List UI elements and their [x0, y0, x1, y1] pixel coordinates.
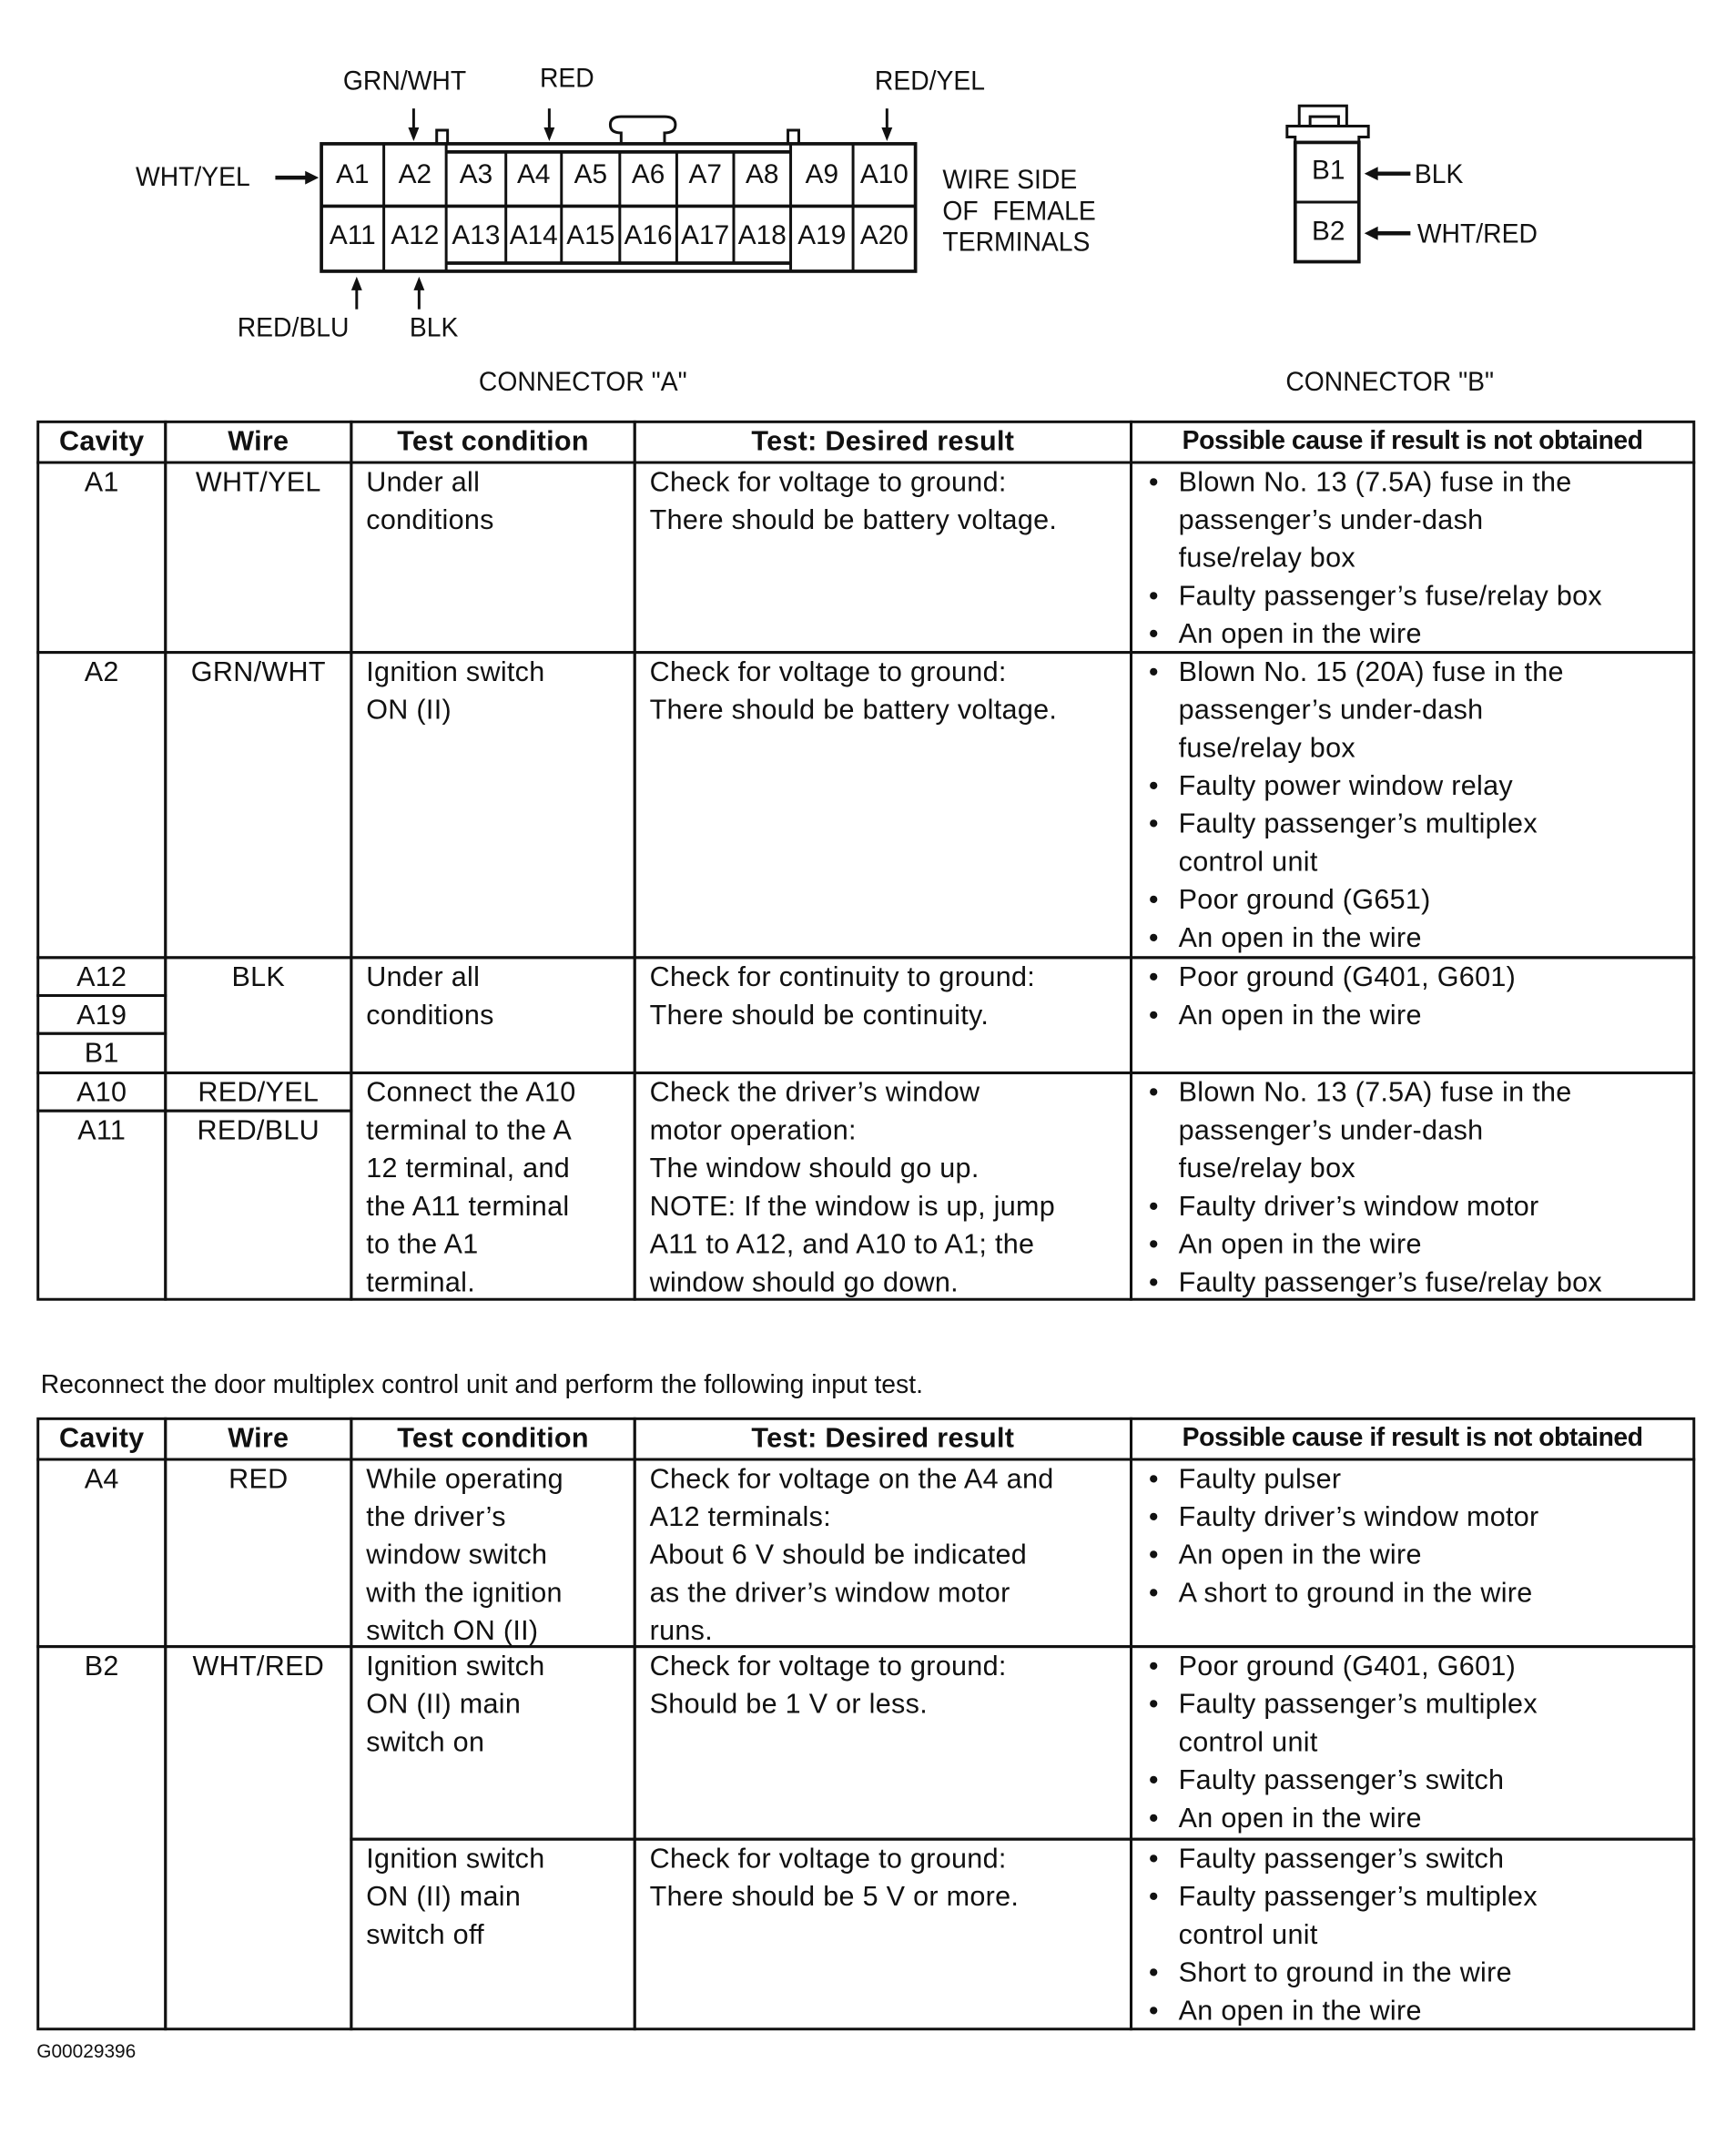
cell-condition: While operating the driver’s window switch with the ignition switch ON (II) [350, 1458, 635, 1649]
cell-causes [1130, 462, 1695, 655]
terminal-a3: A3 [459, 159, 493, 190]
cause-item: • An open in the wire [1149, 920, 1692, 958]
cell-cavity: A11 [36, 1110, 167, 1301]
terminal-a5: A5 [574, 159, 608, 190]
terminal-a14: A14 [509, 220, 558, 251]
cell-wire: GRN/WHT [164, 651, 352, 959]
cause-list [1132, 654, 1692, 958]
terminal-a2: A2 [398, 159, 432, 190]
terminal-a15: A15 [566, 220, 615, 251]
cause-list [1132, 1648, 1692, 1838]
header-possible-cause: Possible cause if result is not obtained [1130, 421, 1695, 464]
wire-side-note: WIRE SIDE OF FEMALE TERMINALS [942, 165, 1096, 259]
terminal-a6: A6 [631, 159, 665, 190]
cell-condition: Under all conditions [350, 956, 635, 1074]
cell-cavity: A19 [36, 994, 167, 1035]
wire-label-grn-wht: GRN/WHT [342, 66, 467, 97]
cell-causes [1130, 1072, 1695, 1301]
cell-causes [1130, 1838, 1695, 2031]
cell-causes [1130, 1458, 1695, 1649]
cell-cavity: A4 [36, 1458, 167, 1649]
cause-item: • Poor ground (G401, G601) [1149, 959, 1692, 997]
terminal-a19: A19 [797, 220, 847, 251]
terminal-a18: A18 [737, 220, 787, 251]
cause-item: • Poor ground (G401, G601) [1149, 1648, 1692, 1686]
terminal-b1: B1 [1312, 156, 1345, 187]
header-wire: Wire [164, 1418, 352, 1461]
cell-result: Check for voltage on the A4 and A12 terminals: About 6 V should be indicated as the driver’s window motor runs. [634, 1458, 1132, 1649]
cell-cavity: B1 [36, 1032, 167, 1074]
cause-item: • Blown No. 13 (7.5A) fuse in the passenger’s under-dash fuse/relay box [1149, 1074, 1692, 1188]
cause-item: • An open in the wire [1149, 997, 1692, 1035]
cell-result: Check for voltage to ground: There should be battery voltage. [634, 462, 1132, 655]
terminal-a11: A11 [329, 220, 376, 251]
cause-item: • Faulty driver’s window motor [1149, 1188, 1692, 1226]
terminal-a8: A8 [746, 159, 779, 190]
header-test-condition: Test condition [350, 1418, 635, 1461]
terminal-a7: A7 [688, 159, 722, 190]
cell-result: Check for continuity to ground: There should be continuity. [634, 956, 1132, 1074]
cause-item: • A short to ground in the wire [1149, 1575, 1692, 1613]
cause-list [1132, 959, 1692, 1034]
cause-list [1132, 1461, 1692, 1613]
cell-wire: RED [164, 1458, 352, 1649]
terminal-a10: A10 [859, 159, 909, 190]
cause-item: • Faulty power window relay [1149, 767, 1692, 806]
terminal-a17: A17 [681, 220, 730, 251]
cell-result: Check the driver’s window motor operation: The window should go up. NOTE: If the window is up, jump A11 to A12, and A10 to A1; the window should go down. [634, 1072, 1132, 1301]
cause-list [1132, 464, 1692, 655]
cell-cavity: B2 [36, 1645, 167, 2030]
cell-wire: BLK [164, 956, 352, 1074]
terminal-a13: A13 [452, 220, 501, 251]
wire-label-red: RED [539, 64, 594, 94]
terminal-a12: A12 [391, 220, 440, 251]
cause-list [1132, 1841, 1692, 2031]
wire-label-b2-wht-red: WHT/RED [1416, 219, 1538, 250]
cause-item: • Faulty passenger’s multiplex control unit [1149, 1878, 1692, 1954]
cause-item: • An open in the wire [1149, 1993, 1692, 2031]
cell-condition: Under all conditions [350, 462, 635, 655]
cell-condition: Ignition switch ON (II) [350, 651, 635, 959]
cell-causes [1130, 651, 1695, 959]
header-test-condition: Test condition [350, 421, 635, 464]
connector-a-title: CONNECTOR "A" [478, 367, 687, 398]
cause-item: • Faulty passenger’s multiplex control unit [1149, 806, 1692, 881]
terminal-a4: A4 [517, 159, 551, 190]
cell-condition: Connect the A10 terminal to the A 12 terminal, and the A11 terminal to the A1 terminal. [350, 1072, 635, 1301]
cause-item: • An open in the wire [1149, 1537, 1692, 1575]
cell-result: Check for voltage to ground: Should be 1 V or less. [634, 1645, 1132, 1841]
cause-item: • An open in the wire [1149, 615, 1692, 654]
cell-cavity: A10 [36, 1072, 167, 1113]
header-desired-result: Test: Desired result [634, 421, 1132, 464]
cause-item: • Faulty passenger’s fuse/relay box [1149, 578, 1692, 616]
cell-result: Check for voltage to ground: There should be battery voltage. [634, 651, 1132, 959]
header-cavity: Cavity [36, 421, 167, 464]
cause-item: • Faulty passenger’s switch [1149, 1841, 1692, 1879]
terminal-a16: A16 [624, 220, 673, 251]
cell-causes [1130, 956, 1695, 1074]
cell-result: Check for voltage to ground: There should be 5 V or more. [634, 1838, 1132, 2031]
header-possible-cause: Possible cause if result is not obtained [1130, 1418, 1695, 1461]
terminal-a9: A9 [805, 159, 839, 190]
cell-cavity: A12 [36, 956, 167, 997]
cell-wire: WHT/YEL [164, 462, 352, 655]
terminal-a1: A1 [336, 159, 370, 190]
wire-label-red-blu: RED/BLU [237, 313, 350, 343]
cell-condition: Ignition switch ON (II) main switch off [350, 1838, 635, 2031]
terminal-a20: A20 [859, 220, 909, 251]
cell-cavity: A2 [36, 651, 167, 959]
header-desired-result: Test: Desired result [634, 1418, 1132, 1461]
cause-item: • An open in the wire [1149, 1226, 1692, 1265]
cause-item: • Short to ground in the wire [1149, 1955, 1692, 1993]
cause-item: • Faulty passenger’s switch [1149, 1762, 1692, 1800]
header-cavity: Cavity [36, 1418, 167, 1461]
connector-b-title: CONNECTOR "B" [1285, 367, 1495, 398]
cause-item: • Faulty passenger’s multiplex control unit [1149, 1686, 1692, 1762]
cause-item: • Poor ground (G651) [1149, 881, 1692, 920]
cause-item: • Faulty pulser [1149, 1461, 1692, 1499]
terminal-b2: B2 [1312, 217, 1345, 248]
wire-label-b1-blk: BLK [1414, 159, 1464, 190]
cause-item: • An open in the wire [1149, 1800, 1692, 1838]
cell-wire: WHT/RED [164, 1645, 352, 2030]
cell-wire: RED/BLU [164, 1110, 352, 1301]
header-wire: Wire [164, 421, 352, 464]
instruction-text: Reconnect the door multiplex control unit and perform the following input test. [40, 1371, 923, 1400]
figure-id: G00029396 [36, 2039, 137, 2062]
cell-wire: RED/YEL [164, 1072, 352, 1113]
wire-label-wht-yel: WHT/YEL [135, 162, 250, 193]
cause-list [1132, 1074, 1692, 1302]
cause-item: • Blown No. 15 (20A) fuse in the passenger’s under-dash fuse/relay box [1149, 654, 1692, 767]
wire-label-red-yel: RED/YEL [874, 66, 986, 97]
cell-condition: Ignition switch ON (II) main switch on [350, 1645, 635, 1841]
wire-label-blk: BLK [409, 313, 459, 343]
cell-cavity: A1 [36, 462, 167, 655]
cause-item: • Faulty driver’s window motor [1149, 1499, 1692, 1537]
cause-item: • Blown No. 13 (7.5A) fuse in the passenger’s under-dash fuse/relay box [1149, 464, 1692, 578]
cause-item: • Faulty passenger’s fuse/relay box [1149, 1264, 1692, 1302]
cell-causes [1130, 1645, 1695, 1841]
